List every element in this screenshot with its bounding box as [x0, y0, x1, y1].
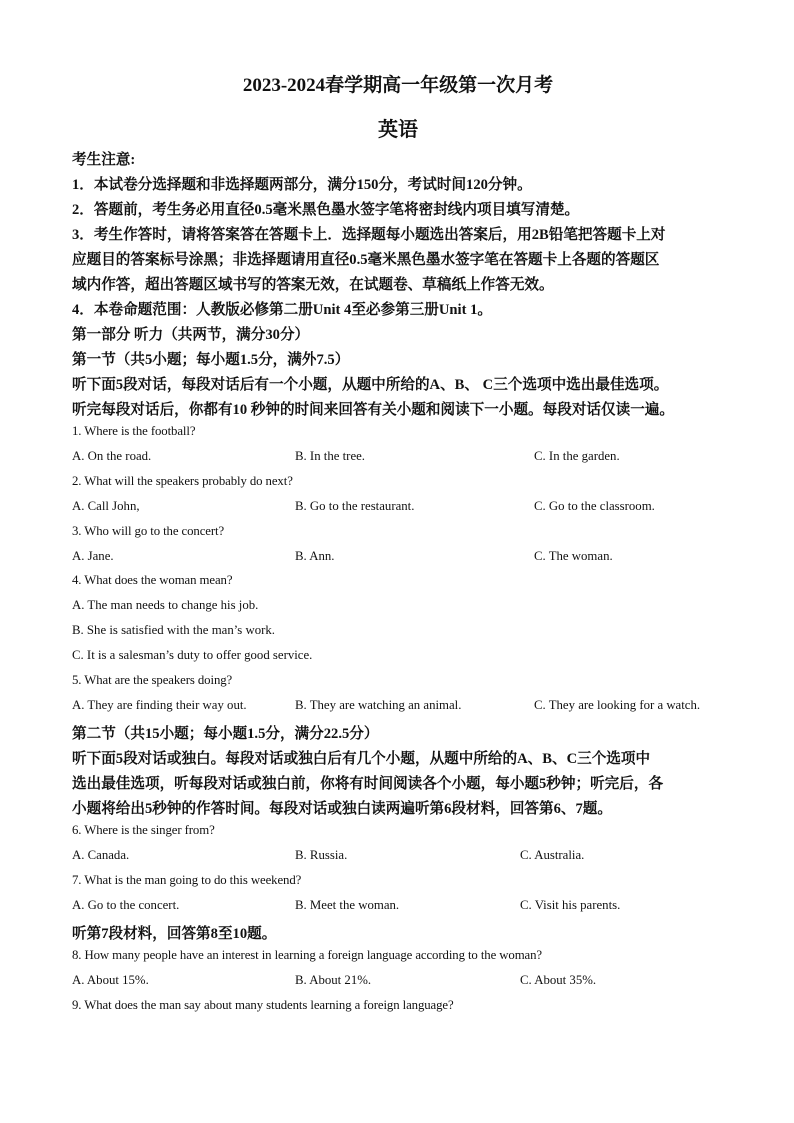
question-7-option-a: A. Go to the concert.	[72, 898, 180, 912]
question-7-option-b: B. Meet the woman.	[295, 898, 400, 912]
question-6-option-b: B. Russia.	[295, 848, 348, 862]
question-1-stem: 1. Where is the football?	[72, 424, 196, 438]
notice-item-3-line-1: 3．考生作答时，请将答案答在答题卡上．选择题每小题选出答案后，用2B铅笔把答题卡上对	[72, 227, 666, 243]
question-8-option-c: C. About 35%.	[520, 973, 597, 987]
section1-heading: 第一节（共5小题；每小题1.5分，满外7.5）	[72, 352, 350, 368]
question-6-option-c: C. Australia.	[520, 848, 585, 862]
question-5-stem: 5. What are the speakers doing?	[72, 673, 233, 687]
question-8-stem: 8. How many people have an interest in learning a foreign language according to the woman?	[72, 948, 543, 962]
question-1-option-b: B. In the tree.	[295, 449, 366, 463]
question-3-option-b: B. Ann.	[295, 549, 335, 563]
exam-subject: 英语	[378, 119, 418, 141]
exam-title: 2023-2024春学期高一年级第一次月考	[242, 75, 554, 96]
section2-instructions-line-1: 听下面5段对话或独白。每段对话或独白后有几个小题，从题中所给的A、B、C三个选项中	[72, 751, 651, 767]
question-3-stem: 3. Who will go to the concert?	[72, 524, 225, 538]
question-3-option-c: C. The woman.	[534, 549, 613, 563]
question-6-stem: 6. Where is the singer from?	[72, 823, 215, 837]
section1-instructions-line-2: 听完每段对话后，你都有10 秒钟的时间来回答有关小题和阅读下一小题。每段对话仅读一遍。	[72, 402, 674, 418]
question-1-option-c: C. In the garden.	[534, 449, 620, 463]
question-6-option-a: A. Canada.	[72, 848, 130, 862]
notice-item-4: 4．本卷命题范围：人教版必修第二册Unit 4至必参第三册Unit 1。	[72, 302, 492, 318]
question-1-option-a: A. On the road.	[72, 449, 152, 463]
question-9-stem: 9. What does the man say about many students learning a foreign language?	[72, 998, 454, 1012]
question-4-option-c: C. It is a salesman’s duty to offer good service.	[72, 648, 313, 662]
question-5-option-c: C. They are looking for a watch.	[534, 698, 701, 712]
question-4-option-a: A. The man needs to change his job.	[72, 598, 259, 612]
question-7-stem: 7. What is the man going to do this weekend?	[72, 873, 302, 887]
notice-heading: 考生注意:	[72, 152, 136, 168]
section2-instructions-line-2: 选出最佳选项，听每段对话或独白前，你将有时间阅读各个小题，每小题5秒钟；听完后，各	[72, 776, 664, 792]
section2-instructions-line-3: 小题将给出5秒钟的作答时间。每段对话或独白读两遍听第6段材料，回答第6、7题。	[72, 801, 612, 817]
question-5-option-b: B. They are watching an animal.	[295, 698, 462, 712]
section1-instructions-line-1: 听下面5段对话，每段对话后有一个小题，从题中所给的A、B、 C三个选项中选出最佳选项。	[72, 377, 669, 393]
question-2-stem: 2. What will the speakers probably do next?	[72, 474, 293, 488]
notice-item-3-line-3: 域内作答，超出答题区域书写的答案无效，在试题卷、草稿纸上作答无效。	[72, 277, 554, 293]
notice-item-1: 1．本试卷分选择题和非选择题两部分，满分150分，考试时间120分钟。	[72, 177, 532, 193]
notice-item-2: 2．答题前，考生务必用直径0.5毫米黑色墨水签字笔将密封线内项目填写清楚。	[72, 202, 580, 218]
section2-heading: 第二节（共15小题；每小题1.5分，满分22.5分）	[72, 726, 379, 742]
question-2-option-b: B. Go to the restaurant.	[295, 499, 415, 513]
question-7-option-c: C. Visit his parents.	[520, 898, 621, 912]
question-2-option-c: C. Go to the classroom.	[534, 499, 655, 513]
passage-7-instruction: 听第7段材料，回答第8至10题。	[72, 926, 277, 942]
question-8-option-a: A. About 15%.	[72, 973, 149, 987]
question-4-option-b: B. She is satisfied with the man’s work.	[72, 623, 275, 637]
question-5-option-a: A. They are finding their way out.	[72, 698, 247, 712]
question-3-option-a: A. Jane.	[72, 549, 114, 563]
part1-heading: 第一部分 听力（共两节，满分30分）	[72, 327, 310, 343]
question-4-stem: 4. What does the woman mean?	[72, 573, 233, 587]
question-8-option-b: B. About 21%.	[295, 973, 372, 987]
notice-item-3-line-2: 应题目的答案标号涂黑；非选择题请用直径0.5毫米黑色墨水签字笔在答题卡上各题的答题区	[72, 252, 660, 268]
question-2-option-a: A. Call John,	[72, 499, 140, 513]
